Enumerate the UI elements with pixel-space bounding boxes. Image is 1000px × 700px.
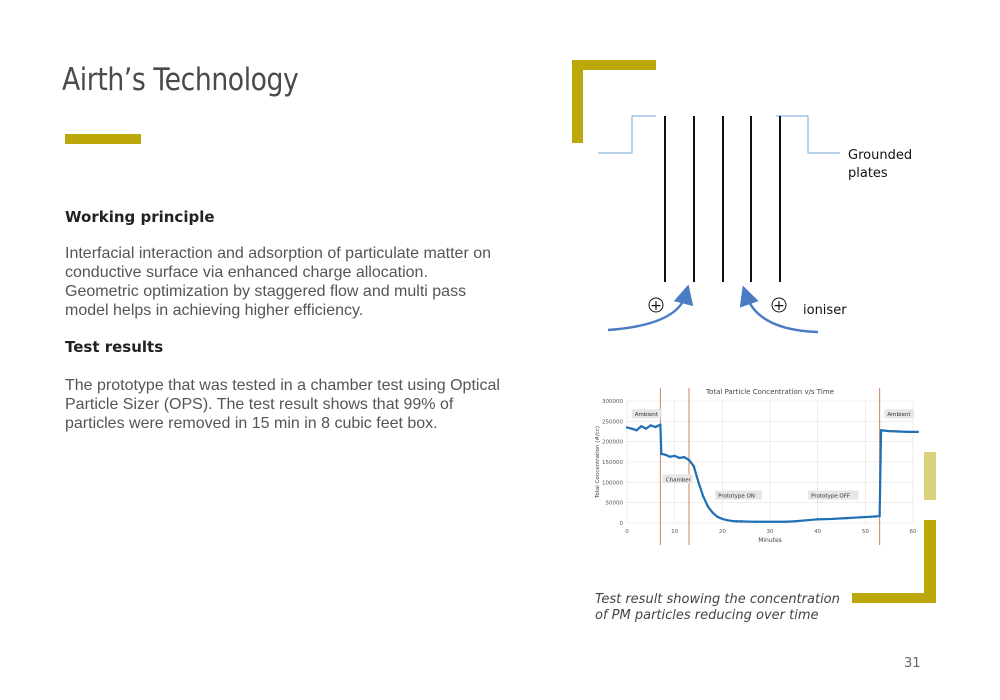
x-tick-label: 0 xyxy=(625,529,629,535)
data-point xyxy=(673,455,675,457)
chart-caption: Test result showing the concentration of PM particles reducing over time xyxy=(595,592,840,623)
test-results-heading: Test results xyxy=(65,338,164,356)
data-point xyxy=(735,520,737,522)
y-tick-label: 250000 xyxy=(602,419,623,426)
data-point xyxy=(878,515,880,517)
data-point xyxy=(740,520,742,522)
data-point xyxy=(654,426,656,428)
phase-label: Prototype ON xyxy=(718,493,755,500)
accent-block xyxy=(924,452,936,500)
airflow-outline-right xyxy=(776,116,840,153)
data-point xyxy=(874,515,876,517)
ioniser-label: ioniser xyxy=(803,303,847,318)
grounded-plates-label: Grounded plates xyxy=(848,148,913,181)
y-tick-label: 0 xyxy=(619,521,623,527)
page-number: 31 xyxy=(904,656,921,671)
data-point xyxy=(645,427,647,429)
data-point xyxy=(802,519,804,521)
data-point xyxy=(888,430,890,432)
x-tick-label: 20 xyxy=(718,529,726,535)
bracket-top-horizontal xyxy=(572,60,656,70)
data-point xyxy=(659,423,661,425)
data-point xyxy=(635,429,637,431)
working-principle-text: Interfacial interaction and adsorption of particulate matter on conductive surface via enhanced charge allocation. Geometric optimization by staggered flow and multi pass model helps in achieving higher efficiency. xyxy=(65,245,492,319)
title-accent-bar xyxy=(65,134,141,144)
data-point xyxy=(783,521,785,523)
y-axis-label: Total Concentration (#/cc) xyxy=(595,425,601,499)
data-point xyxy=(726,519,728,521)
data-point xyxy=(669,456,671,458)
data-point xyxy=(845,517,847,519)
data-point xyxy=(664,453,666,455)
series-line xyxy=(627,425,918,522)
phase-label: Chamber xyxy=(665,477,691,484)
y-tick-label: 50000 xyxy=(605,500,623,507)
data-point xyxy=(745,520,747,522)
data-point xyxy=(816,518,818,520)
data-point xyxy=(731,520,733,522)
chart-title: Total Particle Concentration v/s Time xyxy=(706,388,834,396)
data-point xyxy=(774,521,776,523)
x-tick-label: 60 xyxy=(909,529,917,535)
bracket-bottom-vertical xyxy=(924,520,936,603)
concentration-chart xyxy=(590,382,925,547)
phase-label: Ambient xyxy=(634,412,658,419)
working-principle-heading: Working principle xyxy=(65,208,215,226)
data-point xyxy=(831,518,833,520)
y-tick-label: 150000 xyxy=(602,460,623,466)
x-axis-label: Minutes xyxy=(758,537,782,544)
data-point xyxy=(880,429,882,431)
x-tick-label: 50 xyxy=(861,529,869,535)
data-point xyxy=(898,430,900,432)
data-point xyxy=(626,426,628,428)
plus-icon: + xyxy=(650,298,662,314)
data-point xyxy=(631,427,633,429)
y-tick-label: 300000 xyxy=(602,399,623,405)
data-point xyxy=(640,425,642,427)
slide-title: Airth’s Technology xyxy=(62,62,299,98)
x-tick-label: 40 xyxy=(814,529,822,535)
data-point xyxy=(688,459,690,461)
plus-icon: + xyxy=(773,298,785,314)
test-results-text: The prototype that was tested in a chamber test using Optical Particle Sizer (OPS). The test result shows that 99% of particles were removed in 15 min in 8 cubic feet box. xyxy=(65,377,500,432)
airflow-arrow-left xyxy=(608,294,686,330)
bracket-top-vertical xyxy=(572,60,583,143)
data-point xyxy=(650,424,652,426)
data-point xyxy=(764,521,766,523)
data-point xyxy=(683,456,685,458)
airflow-outline xyxy=(598,116,656,153)
data-point xyxy=(660,453,662,455)
data-point xyxy=(693,465,695,467)
data-point xyxy=(678,457,680,459)
data-point xyxy=(859,516,861,518)
phase-label: Prototype OFF xyxy=(811,493,851,500)
x-tick-label: 10 xyxy=(671,529,679,535)
phase-label: Ambient xyxy=(887,412,911,419)
data-point xyxy=(793,520,795,522)
y-tick-label: 200000 xyxy=(602,439,623,446)
bracket-bottom-horizontal xyxy=(852,593,936,603)
data-point xyxy=(917,431,919,433)
data-point xyxy=(721,518,723,520)
data-point xyxy=(907,431,909,433)
data-point xyxy=(697,481,699,483)
data-point xyxy=(716,516,718,518)
data-point xyxy=(755,521,757,523)
data-point xyxy=(712,512,714,514)
x-tick-label: 30 xyxy=(766,529,774,535)
y-tick-label: 100000 xyxy=(602,480,623,487)
data-point xyxy=(702,495,704,497)
data-point xyxy=(707,506,709,508)
